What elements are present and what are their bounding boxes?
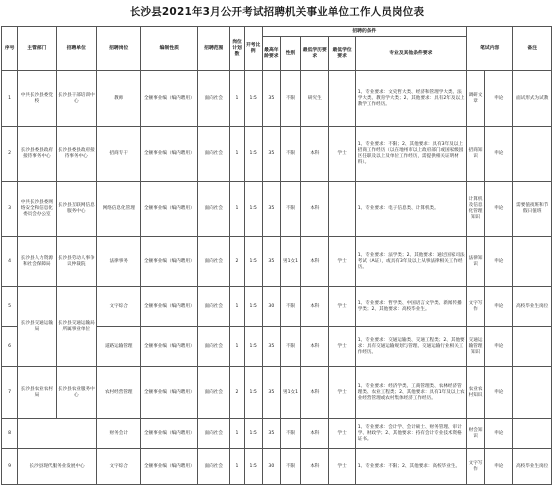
cell-exam-2: 申论 xyxy=(485,367,513,419)
cell-age: 35 xyxy=(262,327,280,367)
cell-age: 35 xyxy=(262,182,280,237)
cell-notes xyxy=(513,419,552,449)
cell-exam-2: 申论 xyxy=(485,237,513,287)
cell-age: 35 xyxy=(262,419,280,449)
cell-gender: 不限 xyxy=(280,419,300,449)
cell-scope: 面向社会 xyxy=(198,367,230,419)
cell-age: 35 xyxy=(262,367,280,419)
header-edu: 最低学历要求 xyxy=(301,37,329,71)
cell-major: 1、专业要求：电子信息类、计算机类。 xyxy=(355,182,466,237)
cell-exam-1: 招商知识 xyxy=(466,127,484,182)
table-row xyxy=(2,127,552,182)
cell-age: 35 xyxy=(262,237,280,287)
cell-exam-1: 法律知识 xyxy=(466,237,484,287)
cell-post: 农村经营管理 xyxy=(97,367,141,419)
cell-scope: 面向社会 xyxy=(198,419,230,449)
cell-degree: 学士 xyxy=(329,287,355,327)
cell-notes: 高校毕业生岗位 xyxy=(513,287,552,327)
cell-scope: 面向社会 xyxy=(198,327,230,367)
cell-nature: 全额事业编（编内聘用） xyxy=(141,182,198,237)
cell-gender: 不限 xyxy=(280,449,300,485)
cell-seq: 5 xyxy=(2,287,18,327)
header-exam: 笔试内容 xyxy=(466,27,513,71)
table-row xyxy=(2,71,552,127)
cell-nature: 全额事业编（编内聘用） xyxy=(141,327,198,367)
header-scope: 招聘范围 xyxy=(198,27,230,71)
cell-degree xyxy=(329,71,355,127)
cell-age: 30 xyxy=(262,287,280,327)
cell-ratio: 1:5 xyxy=(244,287,262,327)
cell-plan: 1 xyxy=(230,182,244,237)
cell-degree: 学士 xyxy=(329,327,355,367)
cell-exam-1: 调研文章 xyxy=(466,71,484,127)
cell-unit: 长沙县交通运输局所属事业单位 xyxy=(56,287,96,367)
cell-dept: 长沙县农业农村局 xyxy=(18,367,56,419)
cell-seq: 6 xyxy=(2,327,18,367)
cell-gender: 男1女1 xyxy=(280,237,300,287)
cell-degree: 学士 xyxy=(329,237,355,287)
cell-post: 网络信息化管理 xyxy=(97,182,141,237)
cell-edu: 本科 xyxy=(301,419,329,449)
cell-post: 法律事务 xyxy=(97,237,141,287)
cell-plan: 1 xyxy=(230,327,244,367)
cell-ratio: 1:5 xyxy=(244,127,262,182)
cell-dept xyxy=(18,419,97,449)
header-plan: 岗位计划数 xyxy=(230,27,244,71)
header-gender: 性别 xyxy=(280,37,300,71)
cell-nature: 全额事业编（编内聘用） xyxy=(141,449,198,485)
cell-ratio: 1:5 xyxy=(244,182,262,237)
cell-seq: 8 xyxy=(2,419,18,449)
cell-scope: 面向社会 xyxy=(198,71,230,127)
cell-seq: 4 xyxy=(2,237,18,287)
cell-scope: 面向社会 xyxy=(198,127,230,182)
cell-gender: 不限 xyxy=(280,327,300,367)
cell-scope: 面向社会 xyxy=(198,237,230,287)
cell-plan: 1 xyxy=(230,449,244,485)
cell-plan: 1 xyxy=(230,127,244,182)
header-age: 最高年龄要求 xyxy=(262,37,280,71)
cell-unit: 长沙县农业服务中心 xyxy=(56,367,96,419)
cell-degree xyxy=(329,182,355,237)
cell-notes xyxy=(513,327,552,367)
table-row xyxy=(2,449,552,485)
header-seq: 序号 xyxy=(2,27,18,71)
cell-notes: 高校毕业生岗位 xyxy=(513,449,552,485)
cell-major: 1、专业要求：哲学类、中国语言文学类、新闻传播学类；2、其他要求：高校毕业生。 xyxy=(355,287,466,327)
cell-exam-1: 农业农村知识 xyxy=(466,367,484,419)
cell-exam-2: 申论 xyxy=(485,287,513,327)
cell-edu: 本科 xyxy=(301,449,329,485)
cell-gender: 不限 xyxy=(280,127,300,182)
cell-plan: 1 xyxy=(230,71,244,127)
cell-edu: 本科 xyxy=(301,367,329,419)
cell-unit: 长沙县劳动人事争议仲裁院 xyxy=(56,237,96,287)
cell-post: 文字综合 xyxy=(97,449,141,485)
cell-dept: 长沙县现代服务业发展中心 xyxy=(18,449,97,485)
cell-post: 教师 xyxy=(97,71,141,127)
table-row xyxy=(2,287,552,327)
cell-age: 35 xyxy=(262,71,280,127)
cell-major: 1、专业要求：会计学、会计硕士、财务管理、审计学、财政学；2、其他要求：持有会计专业技术资格证书。 xyxy=(355,419,466,449)
cell-degree: 学士 xyxy=(329,419,355,449)
cell-major: 1、专业要求：不限；2、其他要求：具有3年及以上招商工作经历（以在地州市以上政府部门或国家级园区任职及以上及单位工作经历，需提供相关证明材料）。 xyxy=(355,127,466,182)
cell-exam-1: 文字写作 xyxy=(466,287,484,327)
cell-major: 1、专业要求：交通运输类、交通工程类；2、其他要求：具有交通运输规划与管理、交通运输行业相关工作经历。 xyxy=(355,327,466,367)
cell-post: 招商专干 xyxy=(97,127,141,182)
cell-unit: 长沙县互联网信息服务中心 xyxy=(56,182,96,237)
cell-plan: 1 xyxy=(230,419,244,449)
header-dept: 主管部门 xyxy=(18,27,56,71)
cell-notes xyxy=(513,237,552,287)
cell-gender: 不限 xyxy=(280,182,300,237)
table-row xyxy=(2,367,552,419)
cell-ratio: 1:5 xyxy=(244,449,262,485)
cell-nature: 全额事业编（编内聘用） xyxy=(141,419,198,449)
table-row xyxy=(2,419,552,449)
cell-plan: 2 xyxy=(230,237,244,287)
cell-edu: 本科 xyxy=(301,237,329,287)
cell-dept: 中共长沙县委党校 xyxy=(18,71,56,127)
cell-exam-1: 交通运输管理知识 xyxy=(466,327,484,367)
cell-major: 1、专业要求：不限；2、其他要求：高校毕业生。 xyxy=(355,449,466,485)
cell-gender: 不限 xyxy=(280,71,300,127)
header-ratio: 开考比例 xyxy=(244,27,262,71)
cell-scope: 面向社会 xyxy=(198,449,230,485)
cell-edu: 本科 xyxy=(301,327,329,367)
cell-post: 道路运输管理 xyxy=(97,327,141,367)
cell-major: 1、专业要求：经济学类、工商管理类、农林经济管理类、农业工程类；2、其他要求：具有1年及以上农业经营管理或农村集体经济工作经历。 xyxy=(355,367,466,419)
header-unit: 招聘单位 xyxy=(56,27,96,71)
cell-exam-2: 申论 xyxy=(485,182,513,237)
cell-exam-2: 申论 xyxy=(485,449,513,485)
cell-ratio: 1:5 xyxy=(244,419,262,449)
cell-degree: 学士 xyxy=(329,449,355,485)
cell-dept: 长沙县人力资源和社会保障局 xyxy=(18,237,56,287)
cell-seq: 1 xyxy=(2,71,18,127)
cell-gender: 男1女1 xyxy=(280,367,300,419)
cell-gender: 不限 xyxy=(280,287,300,327)
recruitment-table xyxy=(1,26,552,485)
cell-seq: 9 xyxy=(2,449,18,485)
cell-edu: 本科 xyxy=(301,127,329,182)
cell-age: 30 xyxy=(262,449,280,485)
cell-unit: 长沙县干部培训中心 xyxy=(56,71,96,127)
cell-scope: 面向社会 xyxy=(198,287,230,327)
cell-notes xyxy=(513,127,552,182)
cell-plan: 1 xyxy=(230,287,244,327)
header-degree: 最低学位要求 xyxy=(329,37,355,71)
cell-edu: 本科 xyxy=(301,287,329,327)
header-post: 招聘岗位 xyxy=(97,27,141,71)
cell-nature: 全额事业编（编内聘用） xyxy=(141,367,198,419)
cell-ratio: 1:5 xyxy=(244,367,262,419)
cell-exam-1: 文字写作 xyxy=(466,449,484,485)
cell-post: 财务会计 xyxy=(97,419,141,449)
cell-exam-1: 财会知识 xyxy=(466,419,484,449)
cell-seq: 3 xyxy=(2,182,18,237)
cell-notes: 面试形式为试教 xyxy=(513,71,552,127)
cell-scope: 面向社会 xyxy=(198,182,230,237)
cell-dept: 中共长沙县委网络安全和信息化委员会办公室 xyxy=(18,182,56,237)
cell-exam-2: 申论 xyxy=(485,419,513,449)
cell-major: 1、专业要求：法学类；2、其他要求：通过国家司法考试（A证），或具有3年及以上从事法律相关工作经历。 xyxy=(355,237,466,287)
cell-exam-1: 计算机及信息化管理知识 xyxy=(466,182,484,237)
cell-dept: 长沙县委县政府接待事务中心 xyxy=(18,127,56,182)
cell-nature: 全额事业编（编内聘用） xyxy=(141,287,198,327)
header-notes: 备注 xyxy=(513,27,552,71)
cell-ratio: 1:5 xyxy=(244,237,262,287)
cell-ratio: 1:5 xyxy=(244,327,262,367)
page-title: 长沙县2021年3月公开考试招聘机关事业单位工作人员岗位表 xyxy=(129,6,425,18)
cell-nature: 全额事业编（编内聘用） xyxy=(141,127,198,182)
cell-nature: 全额事业编（编内聘用） xyxy=(141,237,198,287)
table-row xyxy=(2,182,552,237)
cell-unit: 长沙县委县政府接待事务中心 xyxy=(56,127,96,182)
cell-exam-2: 申论 xyxy=(485,71,513,127)
cell-exam-2: 申论 xyxy=(485,327,513,367)
cell-seq: 7 xyxy=(2,367,18,419)
cell-age: 35 xyxy=(262,127,280,182)
cell-exam-2: 申论 xyxy=(485,127,513,182)
cell-dept: 长沙县交通运输局 xyxy=(18,287,56,367)
cell-degree: 学士 xyxy=(329,127,355,182)
cell-degree: 学士 xyxy=(329,367,355,419)
cell-seq: 2 xyxy=(2,127,18,182)
cell-edu: 研究生 xyxy=(301,71,329,127)
cell-edu: 本科 xyxy=(301,182,329,237)
table-row xyxy=(2,237,552,287)
cell-ratio: 1:5 xyxy=(244,71,262,127)
cell-notes xyxy=(513,367,552,419)
cell-notes: 需要值夜班和节假日值班 xyxy=(513,182,552,237)
header-conditions: 招聘的条件 xyxy=(262,27,466,37)
cell-post: 文字综合 xyxy=(97,287,141,327)
cell-plan: 2 xyxy=(230,367,244,419)
cell-major: 1、专业要求：文史哲大类、经济和管理学大类、法学大类、教育学大类；2、其他要求：具有2年及以上教学工作经历。 xyxy=(355,71,466,127)
header-major: 专业及其他条件要求 xyxy=(355,37,466,71)
cell-nature: 全额事业编（编内聘用） xyxy=(141,71,198,127)
header-nature: 编制性质 xyxy=(141,27,198,71)
